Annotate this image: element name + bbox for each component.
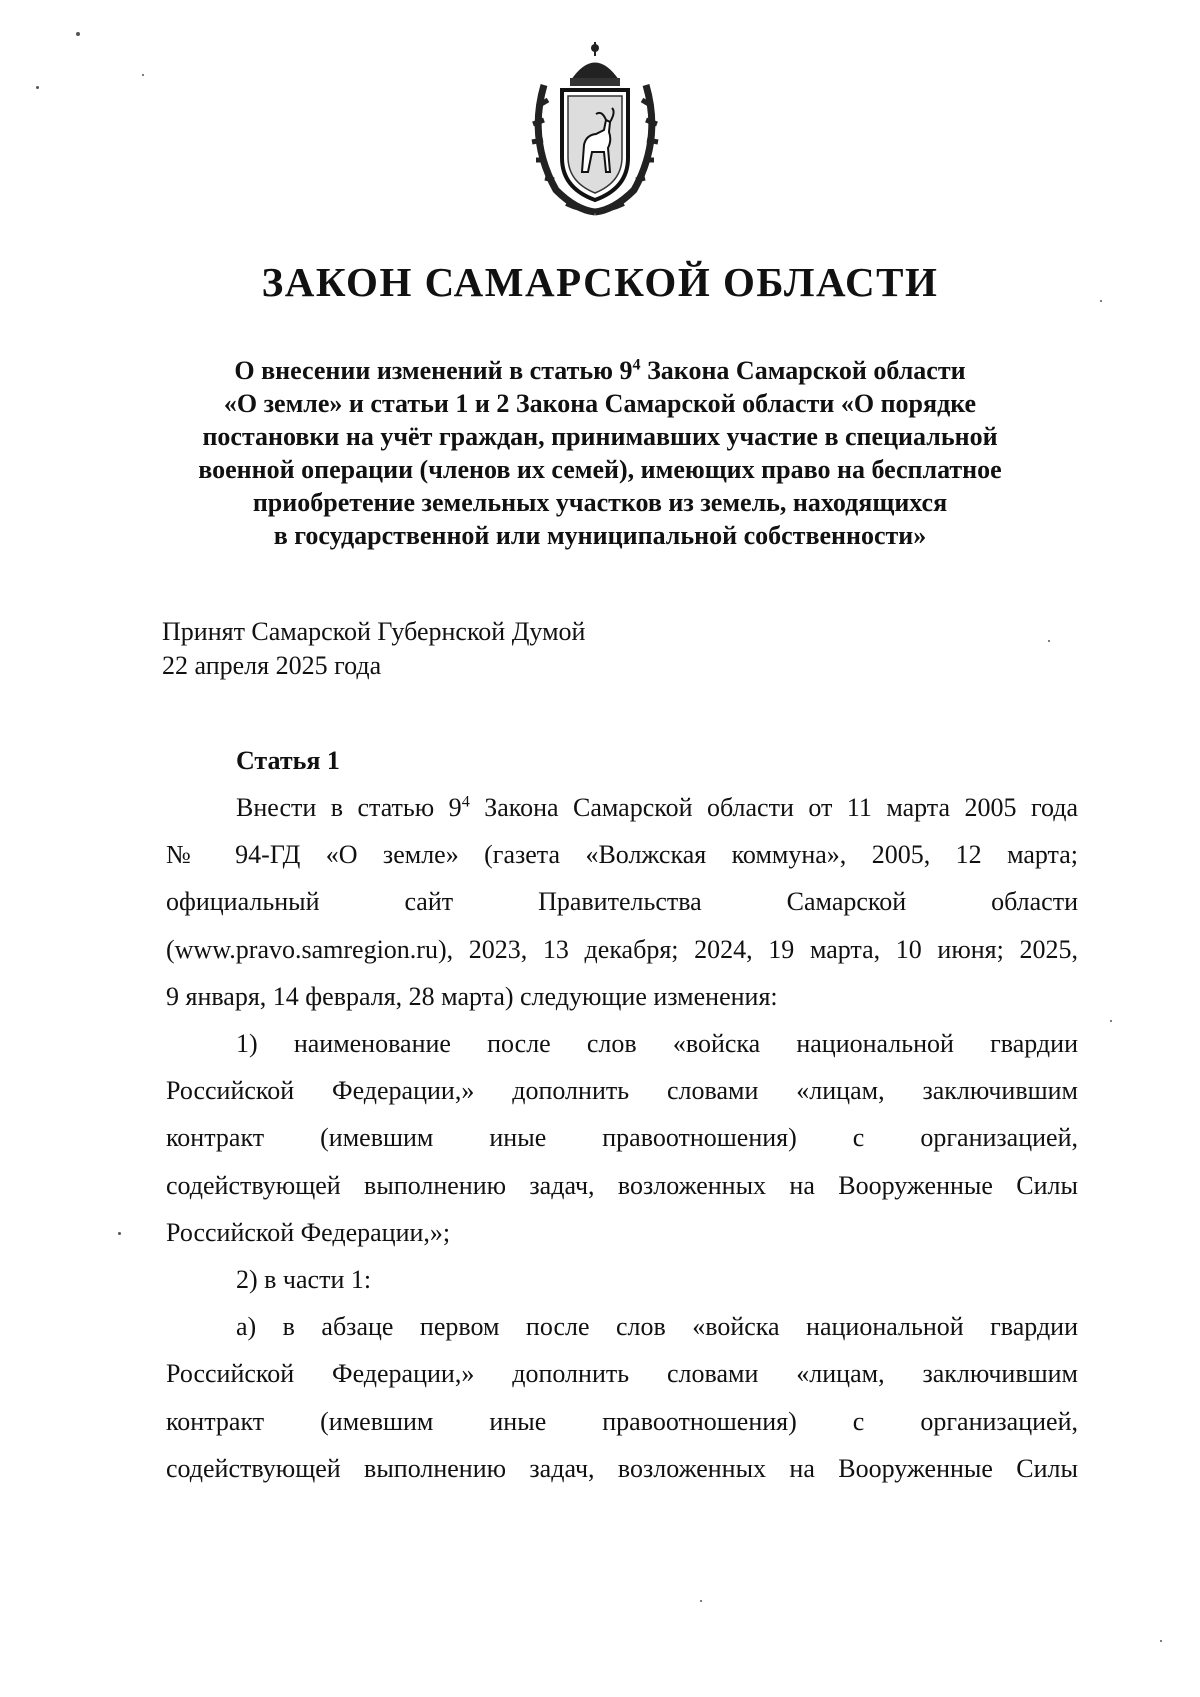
scan-speck bbox=[1110, 1020, 1112, 1022]
scan-speck bbox=[36, 86, 39, 89]
item-line: контракт (имевшим иные правоотношения) с организацией, bbox=[166, 1123, 1078, 1153]
scan-speck bbox=[1100, 300, 1102, 302]
scan-speck bbox=[76, 32, 80, 36]
scan-speck bbox=[118, 1232, 121, 1235]
adopted-by: Принят Самарской Губернской Думой bbox=[162, 617, 586, 646]
subitem-line: а) в абзаце первом после слов «войска национальной гвардии bbox=[236, 1312, 1078, 1342]
subitem-line: содействующей выполнению задач, возложенных на Вооруженные Силы bbox=[166, 1453, 1078, 1483]
paragraph-line: Внести в статью $9^4$ Закона Самарской области от 11 марта 2005 года bbox=[236, 793, 1078, 822]
item-line: 2) в части 1: bbox=[236, 1265, 372, 1295]
paragraph-line: официальный сайт Правительства Самарской области bbox=[166, 887, 1078, 917]
scan-speck bbox=[700, 1600, 702, 1602]
scan-speck bbox=[1160, 1640, 1162, 1642]
adoption-date: 22 апреля 2025 года bbox=[162, 651, 382, 680]
article-body bbox=[166, 784, 1078, 1492]
samara-oblast-coat-of-arms-icon bbox=[526, 40, 664, 218]
paragraph-line: (www.pravo.samregion.ru), 2023, 13 декабря; 2024, 19 марта, 10 июня; 2025, bbox=[166, 934, 1078, 964]
adoption-note bbox=[162, 615, 585, 683]
scan-speck bbox=[1048, 640, 1050, 642]
paragraph-line: № 94-ГД «О земле» (газета «Волжская коммуна», 2005, 12 марта; bbox=[166, 840, 1078, 870]
law-subtitle: О внесении изменений в статью $9^4$ Закона Самарской области «О земле» и статьи 1 и 2 Закона Самарской области «О порядке постановки на учёт граждан, принимавших участие в специальной военной операции (членов их семей), имеющих право на бесплатное приобретение земельных участков из земель, находящихся в государственной или муниципальной собственности» bbox=[198, 356, 1002, 550]
subitem-line: контракт (имевшим иные правоотношения) с организацией, bbox=[166, 1406, 1078, 1436]
article-heading: Статья 1 bbox=[236, 746, 340, 775]
item-line: Российской Федерации,»; bbox=[166, 1217, 451, 1247]
paragraph-line: 9 января, 14 февраля, 28 марта) следующие изменения: bbox=[166, 981, 778, 1011]
subitem-line: Российской Федерации,» дополнить словами «лицам, заключившим bbox=[166, 1359, 1078, 1389]
scan-speck bbox=[142, 74, 144, 76]
law-title: ЗАКОН САМАРСКОЙ ОБЛАСТИ bbox=[261, 259, 939, 305]
item-line: 1) наименование после слов «войска национальной гвардии bbox=[236, 1029, 1078, 1059]
item-line: Российской Федерации,» дополнить словами «лицам, заключившим bbox=[166, 1076, 1078, 1106]
item-line: содействующей выполнению задач, возложенных на Вооруженные Силы bbox=[166, 1170, 1078, 1200]
